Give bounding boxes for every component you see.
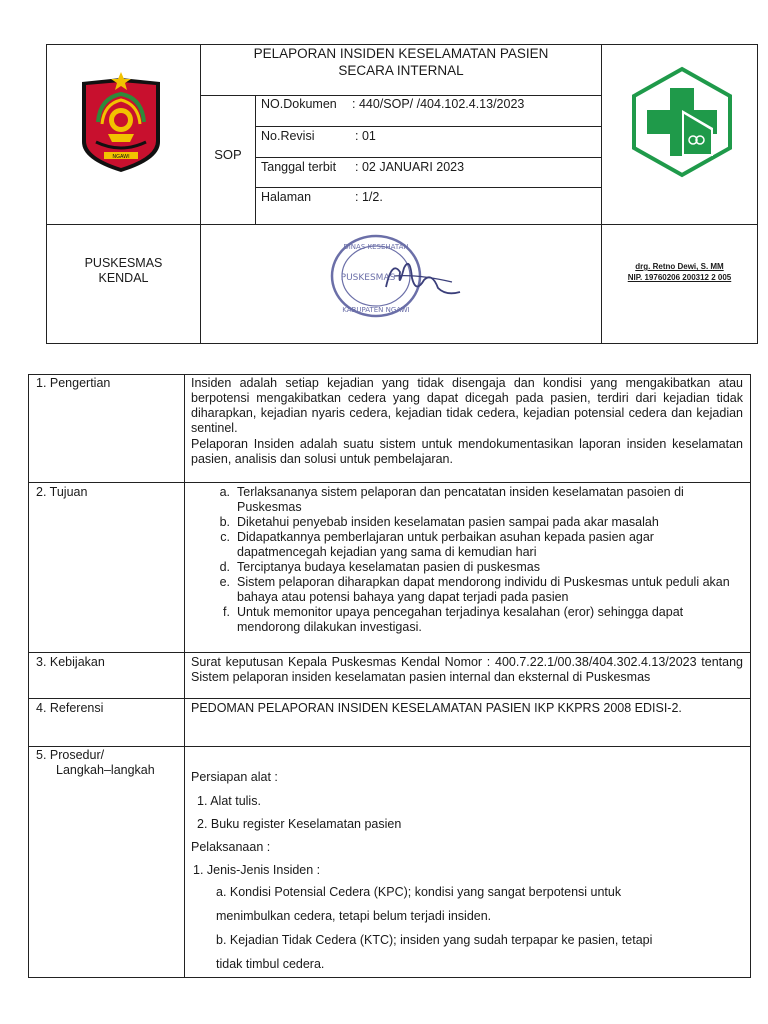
revision-value: : 01: [355, 129, 376, 143]
document-title-line2: SECARA INTERNAL: [338, 63, 464, 78]
list-item-text: Terlaksananya sistem pelaporan dan pencatatan insiden keselamatan pasoien di Puskesmas: [237, 485, 684, 514]
list-item: [210, 485, 738, 515]
list-marker: a.: [219, 485, 230, 499]
stamp-mid-text: PUSKESMAS: [340, 273, 396, 283]
stamp-top-text: DINAS KESEHATAN: [343, 243, 409, 251]
tujuan-list: [210, 485, 738, 635]
issue-date-value: : 02 JANUARI 2023: [355, 160, 465, 174]
section-label-pengertian: 1. Pengertian: [36, 376, 111, 390]
list-item-text: Sistem pelaporan diharapkan dapat mendorong individu di Puskesmas untuk peduli akan bahaya atau potensi bahaya yang dapat terjadi pada pasien: [237, 575, 730, 604]
list-marker: d.: [219, 560, 230, 574]
official-stamp-icon: [328, 232, 468, 322]
pengertian-paragraph-2: Pelaporan Insiden adalah suatu sistem untuk mendokumentasikan laporan insiden keselamatan pasien, analisis dan solusi untuk pembelajaran.: [191, 437, 743, 466]
referensi-text: PEDOMAN PELAPORAN INSIDEN KESELAMATAN PASIEN IKP KKPRS 2008 EDISI-2.: [191, 701, 682, 715]
doc-no-value: : 440/SOP/ /404.102.4.13/2023: [352, 97, 525, 111]
signer-name: drg. Retno Dewi, S. MM: [635, 262, 724, 271]
ktc-line-2: tidak timbul cedera.: [216, 957, 325, 971]
regency-emblem-icon: [78, 72, 164, 176]
kpc-line-1: a. Kondisi Potensial Cedera (KPC); kondisi yang sangat berpotensi untuk: [216, 885, 622, 899]
alat-item-2: 2. Buku register Keselamatan pasien: [197, 817, 402, 831]
list-item: [210, 605, 738, 635]
revision-label: No.Revisi: [261, 129, 315, 143]
list-item: [210, 560, 738, 575]
stamp-bottom-text: KABUPATEN NGAWI: [342, 306, 410, 314]
list-marker: f.: [223, 605, 230, 619]
org-name-line2: KENDAL: [98, 271, 149, 285]
page-value: : 1/2.: [355, 190, 383, 204]
alat-item-1: 1. Alat tulis.: [197, 794, 261, 808]
signer-nip: NIP. 19760206 200312 2 005: [627, 273, 732, 282]
section-label-referensi: 4. Referensi: [36, 701, 104, 715]
doc-no-label: NO.Dokumen: [261, 97, 337, 111]
list-item-text: Didapatkannya pemberlajaran untuk perbaikan asuhan kepada pasien agar dapatmencegah kejadian yang sama di kemudian hari: [237, 530, 654, 559]
jenis-insiden-heading: 1. Jenis-Jenis Insiden :: [193, 863, 321, 877]
puskesmas-logo-icon: [627, 66, 737, 178]
section-label-prosedur: 5. Prosedur/: [36, 748, 105, 762]
pengertian-paragraph-1: Insiden adalah setiap kejadian yang tidak disengaja dan kondisi yang mengakibatkan atau berpotensi mengakibatkan cedera yang dapat dicegah pada pasien, terdiri dari kejadian tidak diharapkan, kejadian nyaris cedera, kejadian tidak cedera, kejadian potensial cedera dan kejadian sentinel.: [191, 376, 743, 435]
ktc-line-1: b. Kejadian Tidak Cedera (KTC); insiden yang sudah terpapar ke pasien, tetapi: [216, 933, 653, 947]
list-item-text: Terciptanya budaya keselamatan pasien di puskesmas: [237, 560, 540, 574]
page-label: Halaman: [261, 190, 312, 204]
kebijakan-text: Surat keputusan Kepala Puskesmas Kendal Nomor : 400.7.22.1/00.38/404.302.4.13/2023 tentang Sistem pelaporan insiden keselamatan pasien internal dan eksternal di Puskesmas: [191, 655, 743, 684]
org-name-line1: PUSKESMAS: [84, 256, 163, 270]
section-label-tujuan: 2. Tujuan: [36, 485, 88, 499]
list-item: [210, 530, 738, 560]
list-marker: b.: [219, 515, 230, 529]
issue-date-label: Tanggal terbit: [261, 160, 337, 174]
persiapan-heading: Persiapan alat :: [191, 770, 278, 784]
sop-label: SOP: [214, 147, 242, 162]
list-marker: c.: [220, 530, 230, 544]
section-label-kebijakan: 3. Kebijakan: [36, 655, 105, 669]
list-item: [210, 575, 738, 605]
list-item-text: Untuk memonitor upaya pencegahan terjadinya kesalahan (eror) sehingga dapat mendorong dilakukan investigasi.: [237, 605, 684, 634]
list-item-text: Diketahui penyebab insiden keselamatan pasien sampai pada akar masalah: [237, 515, 659, 529]
list-item: [210, 515, 738, 530]
list-marker: e.: [219, 575, 230, 589]
pelaksanaan-heading: Pelaksanaan :: [191, 840, 271, 854]
section-label-prosedur-2: Langkah–langkah: [56, 763, 155, 777]
document-title-line1: PELAPORAN INSIDEN KESELAMATAN PASIEN: [253, 46, 549, 61]
kpc-line-2: menimbulkan cedera, tetapi belum terjadi insiden.: [216, 909, 492, 923]
emblem-ribbon-text: NGAWI: [112, 154, 130, 160]
